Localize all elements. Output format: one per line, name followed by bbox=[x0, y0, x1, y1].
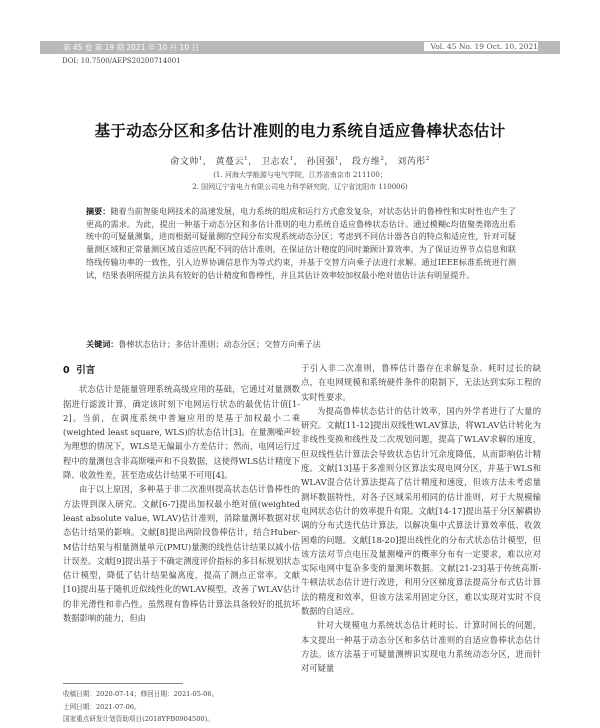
footnotes bbox=[63, 688, 300, 726]
author: 孙国强$^1$ bbox=[306, 156, 339, 167]
right-column bbox=[301, 361, 541, 676]
section-title: 引言 bbox=[76, 365, 96, 376]
footnote-divider bbox=[63, 683, 183, 684]
paragraph: 状态估计是能量管理系统高级应用的基础，它通过对量测数据进行滤波计算，确定该时刻下电网运行状态的最优估计值[1-2]。当前，在调度系统中普遍应用的是基于加权最小二乘(weighted least square, WLS)的状态估计[3]。在量测噪声较为理想的情况下，WLS是无偏最小方差估计；然而，电网运行过程中的量测包含非高斯噪声和不良数据，这使得WLS估计精度下降、收敛性差，甚至造成估计结果不可用[4]。 bbox=[63, 384, 300, 481]
keywords-text: 鲁棒状态估计；多估计准则；动态分区；交替方向乘子法 bbox=[118, 339, 321, 349]
journal-issue-info: 第 45 卷 第 19 期 2021 年 10 月 10 日 bbox=[63, 43, 199, 52]
section-heading bbox=[63, 364, 300, 378]
affiliation: (1. 河海大学能源与电气学院，江苏省南京市 211100； bbox=[213, 171, 387, 179]
abstract-label: 摘要： bbox=[86, 206, 111, 216]
footnote: 上网日期：2021-07-06。 bbox=[63, 702, 141, 711]
paragraph: 由于以上原因，多种基于非二次准则提高状态估计鲁棒性的方法得到深入研究。文献[6-7]提出加权最小绝对值(weighted least absolute value, WLAV)估计准则，消除量测坏数据对状态估计结果的影响。文献[8]提出两阶段鲁棒估计，结合Huber-M估计结果与相量测量单元(PMU)量测的线性估计结果以减小估计误差。文献[9]提出基于不确定测度评价指标的多目标规划状态估计模型，降低了估计结果偏离度，提高了测点正常率。文献[10]提出基于随机近似线性化的WLAV模型，改善了WLAV估计的非光滑性和非凸性。虽然现有鲁棒估计算法具备较好的抵抗坏数据影响的能力，但由 bbox=[63, 484, 300, 624]
author: 俞文帅$^1$ bbox=[170, 156, 203, 167]
doi: DOI: 10.7500/AEPS20200714001 bbox=[62, 57, 181, 65]
journal-issue-info-en: Vol. 45 No. 19 Oct. 10, 2021 bbox=[424, 42, 538, 51]
left-column bbox=[63, 349, 300, 625]
affiliation: 2. 国网辽宁省电力有限公司电力科学研究院，辽宁省沈阳市 110006) bbox=[192, 183, 408, 191]
paragraph: 针对大规模电力系统状态估计耗时长、计算时间长的问题，本文提出一种基于动态分区和多估计准则的自适应鲁棒状态估计方法。该方法基于可疑量测辨识实现电力系统动态分区，进而针对可疑量 bbox=[301, 620, 541, 674]
author: 段方维$^2$ bbox=[351, 156, 385, 167]
author: 刘芮彤$^2$ bbox=[397, 156, 430, 167]
section-number: 0 bbox=[63, 365, 70, 376]
paper-title: 基于动态分区和多估计准则的电力系统自适应鲁棒状态估计 bbox=[94, 122, 506, 140]
abstract-text: 随着当前智能电网技术的高速发展，电力系统的组成和运行方式愈发复杂，对状态估计的鲁棒性和实时性也产生了更高的需求。为此，提出一种基于动态分区和多估计准则的电力系统自适应鲁棒状态估计。通过模糊c均值聚类筛选出系统中的可疑量测集，进而根据可疑量测的空间分布实现系统动态分区；考虑到不同估计器各自的特点和适应性，针对可疑量测区域和正常量测区域自适应匹配不同的估计准则，在保证估计精度的同时兼顾计算效率。为了保证边界节点信息和联络线传输功率的一致性，引入边界协调信息作为等式约束，并基于交替方向乘子法进行求解。通过IEEE标准系统进行测试，结果表明所提方法具有较好的估计精度和鲁棒性，并且其估计效率较加权最小绝对值估计法有明显提升。 bbox=[86, 206, 516, 280]
footnote: 收稿日期：2020-07-14；修回日期：2021-05-06。 bbox=[63, 690, 219, 698]
author: 卫志农$^1$ bbox=[261, 156, 294, 167]
author-list: 俞文帅$^1$， 黄蔓云$^1$， 卫志农$^1$， 孙国强$^1$， 段方维$^2$， 刘芮彤$^2$ bbox=[170, 156, 430, 167]
author: 黄蔓云$^1$ bbox=[215, 156, 249, 167]
keywords-label: 关键词： bbox=[86, 339, 119, 349]
paragraph: 于引入非二次准则，鲁棒估计器存在求解复杂、耗时过长的缺点，在电网规模和系统硬件条件的限制下，无法达到实际工程的实时性要求。 bbox=[301, 363, 541, 402]
abstract bbox=[86, 205, 516, 281]
footnote: 国家重点研发计划资助项目(2018YFB0904500)。 bbox=[63, 715, 214, 723]
paragraph: 为提高鲁棒状态估计的估计效率，国内外学者进行了大量的研究。文献[11-12]提出双线性WLAV算法，将WLAV估计转化为非线性变换和线性及二次规划问题，提高了WLAV求解的速度，但双线性估计算法会导致状态估计冗余度降低，从而影响估计精度。文献[13]基于多准则分区算法实现电网分区，并基于WLS和WLAV混合估计算法提高了估计精度和速度，但该方法未考虑量测坏数据特性，对各子区域采用相同的估计准则，对于大规模输电网状态估计的效率提升有限。文献[14-17]提出基于分区解耦协调的分布式迭代估计算法，以解决集中式算法计算效率低、收敛困难的问题。文献[18-20]提出线性化的分布式状态估计模型，但该方法对节点电压及量测噪声的概率分布有一定要求，难以应对实际电网中复杂多变的量测坏数据。文献[21-23]基于传统高斯-牛顿法状态估计进行改进，利用分区梯度算法提高分布式估计算法的精度和效率，但该方法采用固定分区，难以实现对实时不良数据的自适应。 bbox=[301, 405, 541, 617]
